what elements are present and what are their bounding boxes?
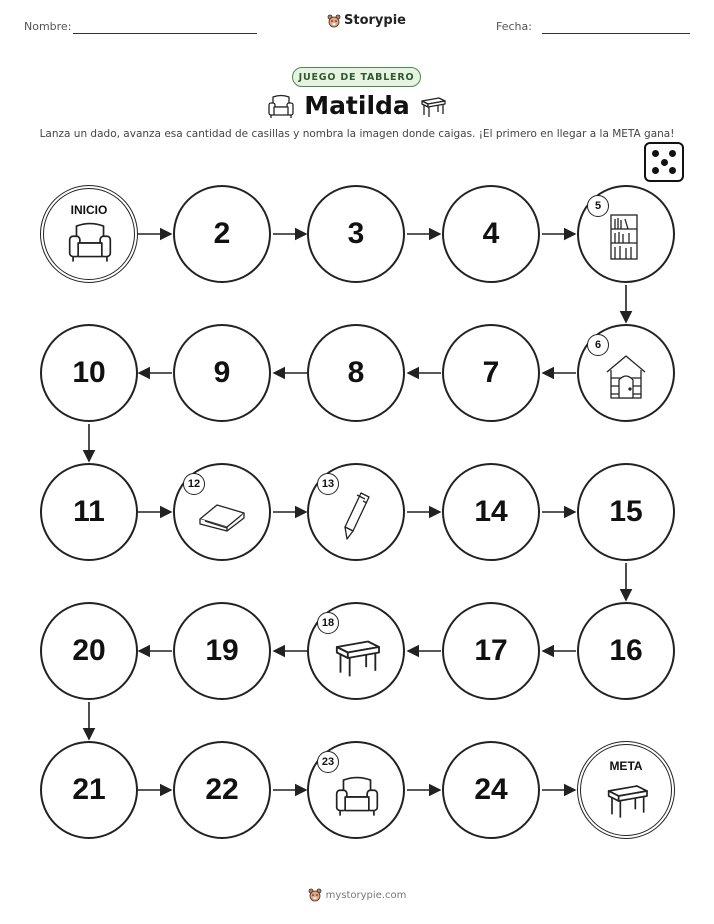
cell-number-badge: 18 xyxy=(317,612,339,634)
pencil-icon xyxy=(339,489,375,541)
board-cell-picture[interactable] xyxy=(307,602,405,700)
board-cell[interactable]: 10 xyxy=(40,324,138,422)
cell-number-badge: 13 xyxy=(317,473,339,495)
board-cell[interactable]: 2 xyxy=(173,185,271,283)
board-cell[interactable]: 9 xyxy=(173,324,271,422)
book-icon xyxy=(197,497,247,533)
board-cell[interactable]: 14 xyxy=(442,463,540,561)
brand-name: Storypie xyxy=(344,13,406,28)
board-cell[interactable]: 16 xyxy=(577,602,675,700)
board-cell[interactable]: 24 xyxy=(442,741,540,839)
stool-icon xyxy=(331,636,383,680)
armchair-icon xyxy=(331,775,383,819)
board-cell-picture[interactable] xyxy=(577,324,675,422)
board-cell[interactable]: 22 xyxy=(173,741,271,839)
board-cell-picture[interactable] xyxy=(577,185,675,283)
instructions: Lanza un dado, avanza esa cantidad de casillas y nombra la imagen donde caigas. ¡El primero en llegar a la META gana! xyxy=(39,128,675,140)
board-cell-picture[interactable] xyxy=(307,463,405,561)
bookshelf-icon xyxy=(609,213,639,261)
cell-label: META xyxy=(609,759,643,773)
board-cell-picture[interactable] xyxy=(173,463,271,561)
page-title: Matilda xyxy=(304,91,410,120)
cell-number-badge: 12 xyxy=(183,473,205,495)
board-cell-picture[interactable] xyxy=(307,741,405,839)
board-cell[interactable]: 20 xyxy=(40,602,138,700)
board-cell[interactable]: 4 xyxy=(442,185,540,283)
cell-number-badge: 5 xyxy=(587,195,609,217)
board-cell[interactable]: 8 xyxy=(307,324,405,422)
board-cell[interactable]: 11 xyxy=(40,463,138,561)
armchair-icon xyxy=(64,221,116,265)
name-label: Nombre: xyxy=(24,20,72,33)
board-cell[interactable]: 3 xyxy=(307,185,405,283)
cell-label: INICIO xyxy=(70,203,108,217)
board-cell[interactable]: 19 xyxy=(173,602,271,700)
cell-number-badge: 6 xyxy=(587,334,609,356)
cell-number-badge: 23 xyxy=(317,751,339,773)
bear-logo-icon xyxy=(308,888,322,902)
footer xyxy=(0,888,714,902)
board-cell[interactable]: 21 xyxy=(40,741,138,839)
board-cell[interactable]: 7 xyxy=(442,324,540,422)
board-cell[interactable]: 17 xyxy=(442,602,540,700)
board-cell[interactable]: 15 xyxy=(577,463,675,561)
stool-icon xyxy=(603,781,651,821)
board-cell-finish[interactable] xyxy=(577,741,675,839)
doghouse-icon xyxy=(605,354,647,400)
footer-url[interactable]: mystorypie.com xyxy=(325,889,407,901)
game-type-badge: JUEGO DE TABLERO xyxy=(292,67,421,87)
date-label: Fecha: xyxy=(496,20,532,33)
board-cell-start[interactable] xyxy=(40,185,138,283)
